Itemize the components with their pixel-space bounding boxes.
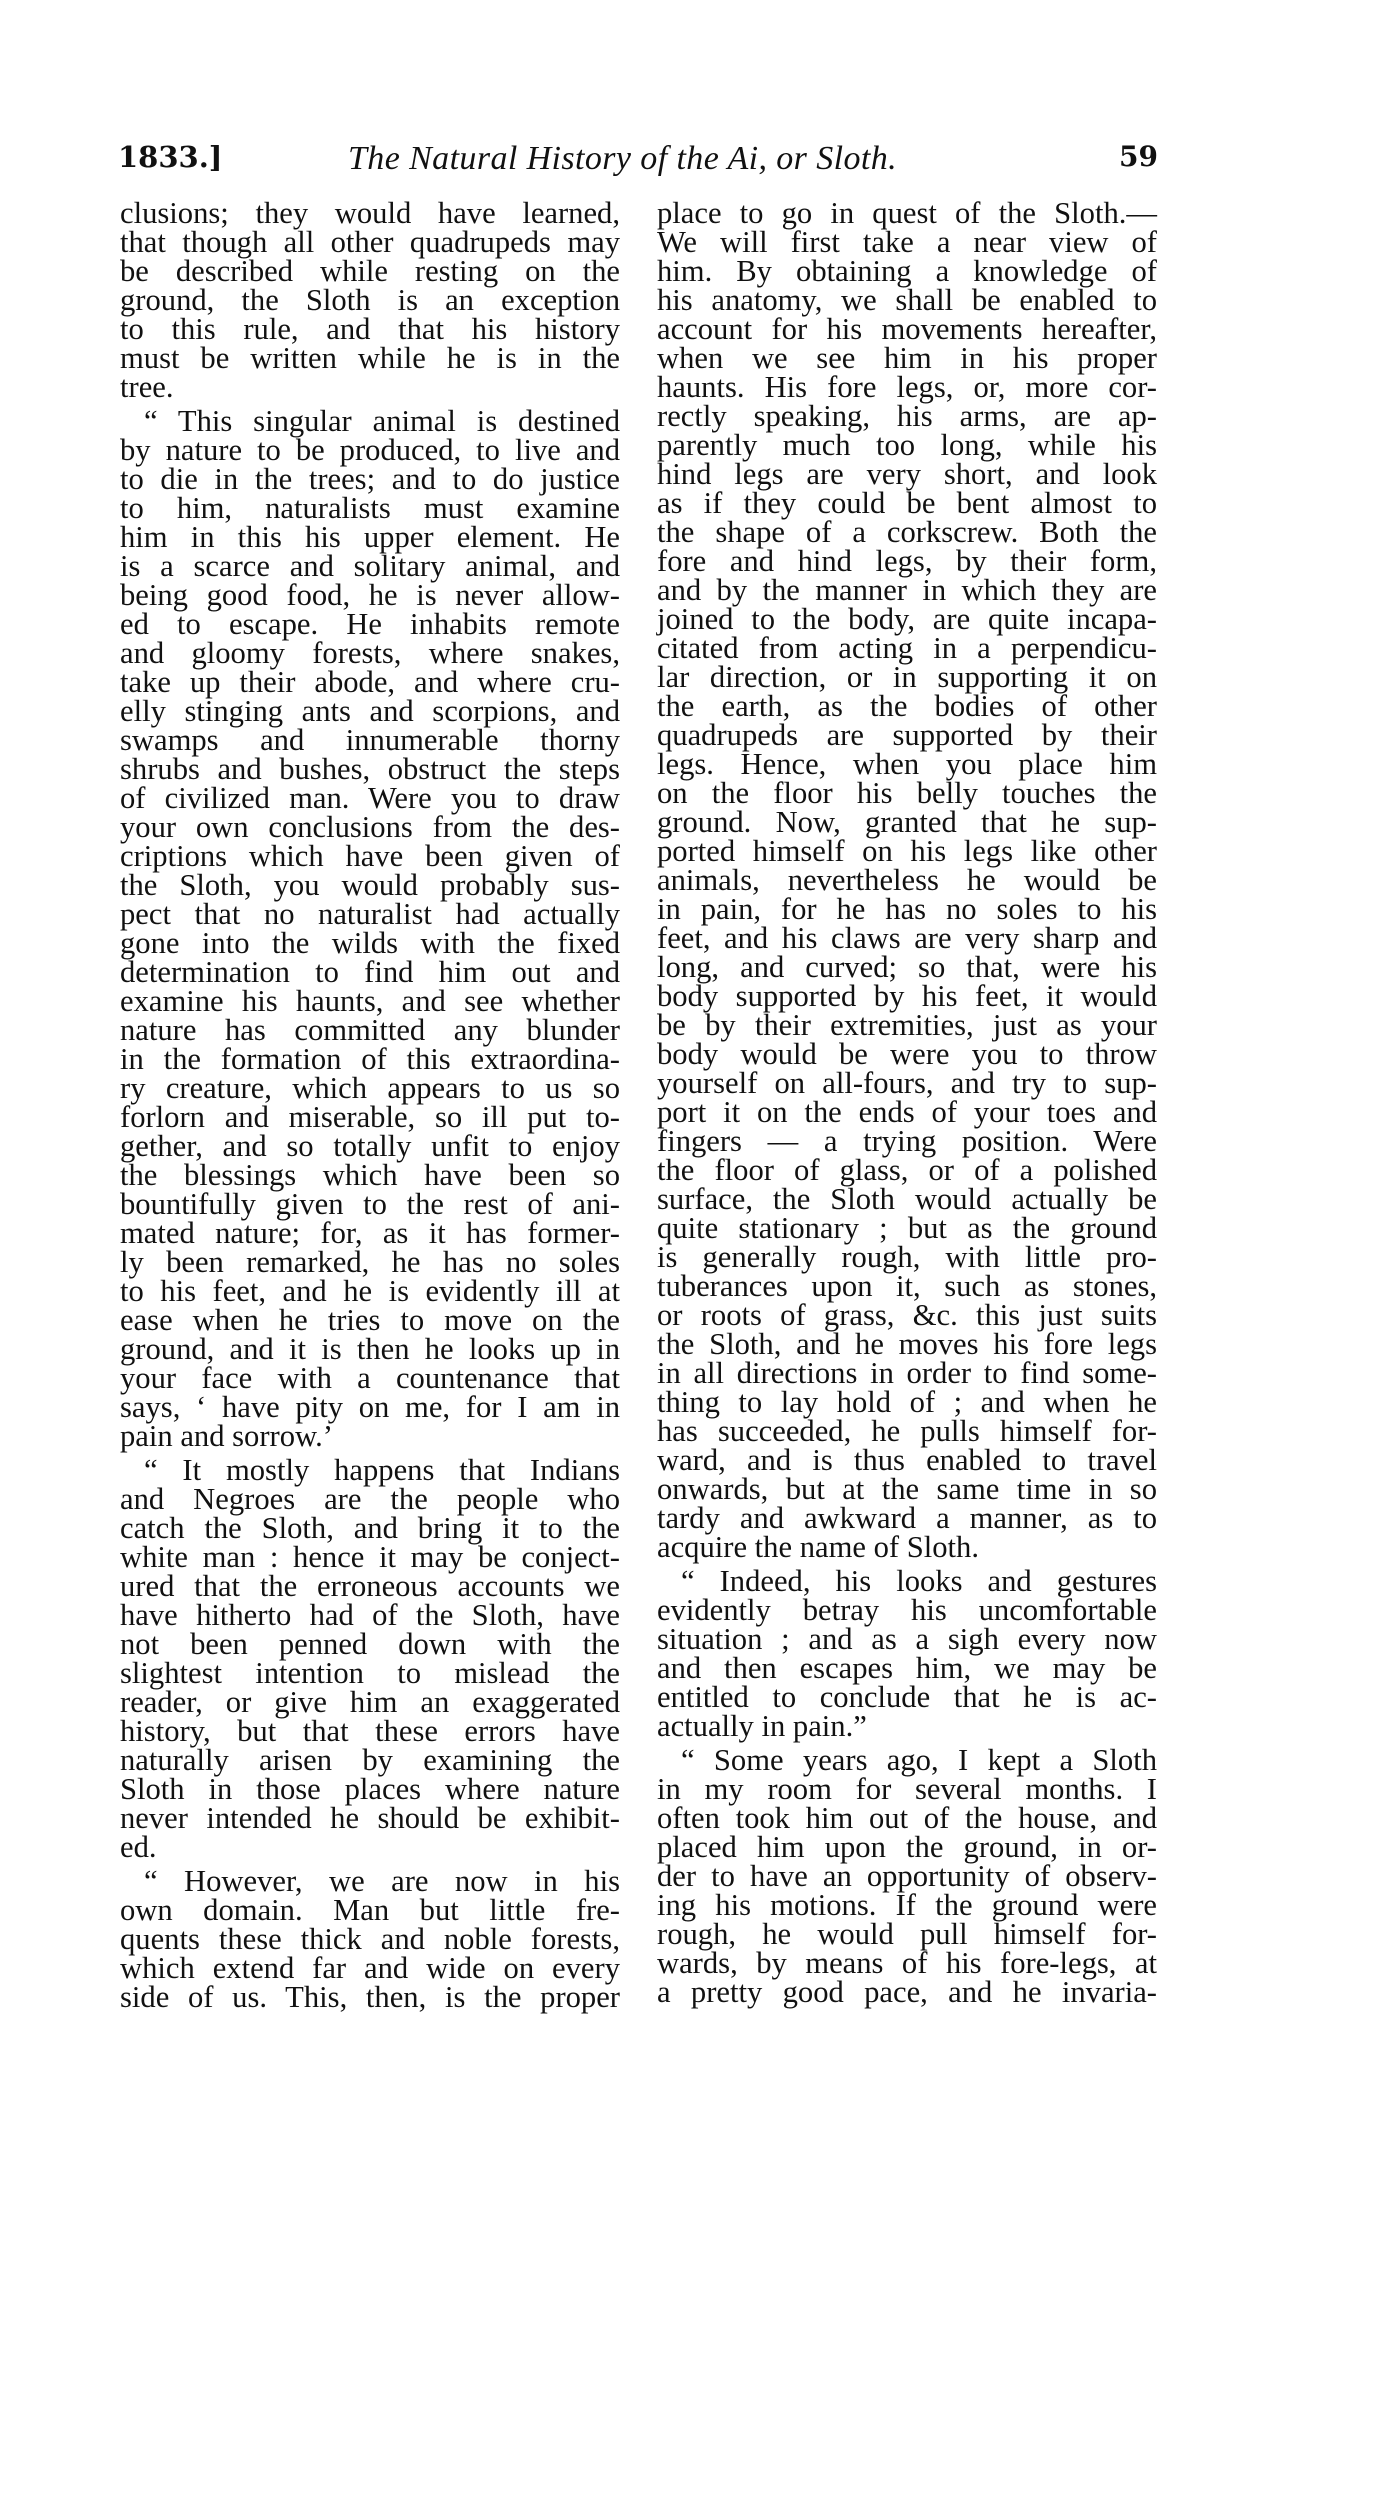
page-number: 59 bbox=[1119, 140, 1158, 173]
text-line: haunts. His fore legs, or, more cor- bbox=[657, 370, 1157, 404]
text-line: ease when he tries to move on the bbox=[120, 1303, 620, 1337]
text-line: animals, nevertheless he would be bbox=[657, 863, 1157, 897]
text-line: in my room for several months. I bbox=[657, 1772, 1157, 1806]
text-line: mated nature; for, as it has former- bbox=[120, 1216, 620, 1250]
text-line: der to have an opportunity of observ- bbox=[657, 1859, 1157, 1893]
text-line: quents these thick and noble forests, bbox=[120, 1922, 620, 1956]
text-line: to his feet, and he is evidently ill at bbox=[120, 1274, 620, 1308]
text-line: shrubs and bushes, obstruct the steps bbox=[120, 752, 620, 786]
text-line: and Negroes are the people who bbox=[120, 1482, 620, 1516]
text-line: criptions which have been given of bbox=[120, 839, 620, 873]
text-line: that though all other quadrupeds may bbox=[120, 225, 620, 259]
text-line: and gloomy forests, where snakes, bbox=[120, 636, 620, 670]
text-line: and then escapes him, we may be bbox=[657, 1651, 1157, 1685]
text-line: catch the Sloth, and bring it to the bbox=[120, 1511, 620, 1545]
left-text-column bbox=[120, 196, 620, 2014]
text-line: have hitherto had of the Sloth, have bbox=[120, 1598, 620, 1632]
text-line: “ This singular animal is destined bbox=[144, 404, 620, 438]
text-line: citated from acting in a perpendicu- bbox=[657, 631, 1157, 665]
header-year: 1833.] bbox=[118, 140, 223, 174]
text-line: naturally arisen by examining the bbox=[120, 1743, 620, 1777]
text-line: says, ‘ have pity on me, for I am in bbox=[120, 1390, 620, 1424]
text-line: history, but that these errors have bbox=[120, 1714, 620, 1748]
text-line: quite stationary ; but as the ground bbox=[657, 1211, 1157, 1245]
text-line: slightest intention to mislead the bbox=[120, 1656, 620, 1690]
text-line: is a scarce and solitary animal, and bbox=[120, 549, 620, 583]
text-line: body would be were you to throw bbox=[657, 1037, 1157, 1071]
text-line: him. By obtaining a knowledge of bbox=[657, 254, 1157, 288]
text-line: must be written while he is in the bbox=[120, 341, 620, 375]
text-line: the shape of a corkscrew. Both the bbox=[657, 515, 1157, 549]
text-line: port it on the ends of your toes and bbox=[657, 1095, 1157, 1129]
text-line: is generally rough, with little pro- bbox=[657, 1240, 1157, 1274]
text-line: pect that no naturalist had actually bbox=[120, 897, 620, 931]
text-line: bountifully given to the rest of ani- bbox=[120, 1187, 620, 1221]
text-line: or roots of grass, &c. this just suits bbox=[657, 1298, 1157, 1332]
text-line: tree. bbox=[120, 370, 174, 404]
text-line: to him, naturalists must examine bbox=[120, 491, 620, 525]
text-line: actually in pain.” bbox=[657, 1709, 867, 1743]
text-line: take up their abode, and where cru- bbox=[120, 665, 620, 699]
text-line: in all directions in order to find some- bbox=[657, 1356, 1157, 1390]
text-line: “ However, we are now in his bbox=[144, 1864, 620, 1898]
text-line: has succeeded, he pulls himself for- bbox=[657, 1414, 1157, 1448]
text-line: forlorn and miserable, so ill put to- bbox=[120, 1100, 620, 1134]
text-line: account for his movements hereafter, bbox=[657, 312, 1157, 346]
text-line: swamps and innumerable thorny bbox=[120, 723, 620, 757]
text-line: placed him upon the ground, in or- bbox=[657, 1830, 1157, 1864]
text-line: and by the manner in which they are bbox=[657, 573, 1157, 607]
text-line: own domain. Man but little fre- bbox=[120, 1893, 620, 1927]
text-line: gether, and so totally unfit to enjoy bbox=[120, 1129, 620, 1163]
text-line: tuberances upon it, such as stones, bbox=[657, 1269, 1157, 1303]
text-line: gone into the wilds with the fixed bbox=[120, 926, 620, 960]
text-line: the blessings which have been so bbox=[120, 1158, 620, 1192]
text-line: a pretty good pace, and he invaria- bbox=[657, 1975, 1157, 2009]
text-line: examine his haunts, and see whether bbox=[120, 984, 620, 1018]
right-text-column bbox=[657, 196, 1157, 2009]
text-line: ed. bbox=[120, 1830, 157, 1864]
running-head bbox=[118, 140, 1158, 184]
text-line: onwards, but at the same time in so bbox=[657, 1472, 1157, 1506]
text-line: ed to escape. He inhabits remote bbox=[120, 607, 620, 641]
text-line: “ It mostly happens that Indians bbox=[144, 1453, 620, 1487]
text-line: reader, or give him an exaggerated bbox=[120, 1685, 620, 1719]
text-line: as if they could be bent almost to bbox=[657, 486, 1157, 520]
text-line: joined to the body, are quite incapa- bbox=[657, 602, 1157, 636]
text-line: being good food, he is never allow- bbox=[120, 578, 620, 612]
text-line: him in this his upper element. He bbox=[120, 520, 620, 554]
text-line: situation ; and as a sigh every now bbox=[657, 1622, 1157, 1656]
text-line: parently much too long, while his bbox=[657, 428, 1157, 462]
text-line: quadrupeds are supported by their bbox=[657, 718, 1157, 752]
text-line: legs. Hence, when you place him bbox=[657, 747, 1157, 781]
text-line: ry creature, which appears to us so bbox=[120, 1071, 620, 1105]
text-line: tardy and awkward a manner, as to bbox=[657, 1501, 1157, 1535]
text-line: ing his motions. If the ground were bbox=[657, 1888, 1157, 1922]
text-line: not been penned down with the bbox=[120, 1627, 620, 1661]
text-line: ported himself on his legs like other bbox=[657, 834, 1157, 868]
text-line: side of us. This, then, is the proper bbox=[120, 1980, 620, 2014]
text-line: rectly speaking, his arms, are ap- bbox=[657, 399, 1157, 433]
text-line: be described while resting on the bbox=[120, 254, 620, 288]
text-line: We will first take a near view of bbox=[657, 225, 1157, 259]
text-line: nature has committed any blunder bbox=[120, 1013, 620, 1047]
text-line: evidently betray his uncomfortable bbox=[657, 1593, 1157, 1627]
text-line: ground, the Sloth is an exception bbox=[120, 283, 620, 317]
text-line: on the floor his belly touches the bbox=[657, 776, 1157, 810]
text-line: body supported by his feet, it would bbox=[657, 979, 1157, 1013]
text-line: to die in the trees; and to do justice bbox=[120, 462, 620, 496]
text-line: ured that the erroneous accounts we bbox=[120, 1569, 620, 1603]
text-line: feet, and his claws are very sharp and bbox=[657, 921, 1157, 955]
text-line: ly been remarked, he has no soles bbox=[120, 1245, 620, 1279]
text-line: thing to lay hold of ; and when he bbox=[657, 1385, 1157, 1419]
text-line: hind legs are very short, and look bbox=[657, 457, 1157, 491]
text-line: which extend far and wide on every bbox=[120, 1951, 620, 1985]
text-line: fore and hind legs, by their form, bbox=[657, 544, 1157, 578]
text-line: acquire the name of Sloth. bbox=[657, 1530, 979, 1564]
text-line: lar direction, or in supporting it on bbox=[657, 660, 1157, 694]
text-line: white man : hence it may be conject- bbox=[120, 1540, 620, 1574]
text-line: your face with a countenance that bbox=[120, 1361, 620, 1395]
text-line: pain and sorrow.’ bbox=[120, 1419, 333, 1453]
text-line: Sloth in those places where nature bbox=[120, 1772, 620, 1806]
text-line: yourself on all-fours, and try to sup- bbox=[657, 1066, 1157, 1100]
text-line: entitled to conclude that he is ac- bbox=[657, 1680, 1157, 1714]
text-line: in pain, for he has no soles to his bbox=[657, 892, 1157, 926]
text-line: the floor of glass, or of a polished bbox=[657, 1153, 1157, 1187]
text-line: ward, and is thus enabled to travel bbox=[657, 1443, 1157, 1477]
text-line: wards, by means of his fore-legs, at bbox=[657, 1946, 1157, 1980]
text-line: the earth, as the bodies of other bbox=[657, 689, 1157, 723]
text-line: ground, and it is then he looks up in bbox=[120, 1332, 620, 1366]
text-line: of civilized man. Were you to draw bbox=[120, 781, 620, 815]
text-line: place to go in quest of the Sloth.— bbox=[657, 196, 1157, 230]
text-line: your own conclusions from the des- bbox=[120, 810, 620, 844]
text-line: never intended he should be exhibit- bbox=[120, 1801, 620, 1835]
text-line: the Sloth, and he moves his fore legs bbox=[657, 1327, 1157, 1361]
text-line: in the formation of this extraordina- bbox=[120, 1042, 620, 1076]
text-line: be by their extremities, just as your bbox=[657, 1008, 1157, 1042]
text-line: long, and curved; so that, were his bbox=[657, 950, 1157, 984]
text-line: surface, the Sloth would actually be bbox=[657, 1182, 1157, 1216]
text-line: by nature to be produced, to live and bbox=[120, 433, 620, 467]
text-line: clusions; they would have learned, bbox=[120, 196, 620, 230]
text-line: rough, he would pull himself for- bbox=[657, 1917, 1157, 1951]
text-line: elly stinging ants and scorpions, and bbox=[120, 694, 620, 728]
text-line: fingers — a trying position. Were bbox=[657, 1124, 1157, 1158]
header-title: The Natural History of the Ai, or Sloth. bbox=[348, 140, 898, 177]
text-line: “ Some years ago, I kept a Sloth bbox=[681, 1743, 1157, 1777]
text-line: “ Indeed, his looks and gestures bbox=[681, 1564, 1157, 1598]
text-line: the Sloth, you would probably sus- bbox=[120, 868, 620, 902]
text-line: ground. Now, granted that he sup- bbox=[657, 805, 1157, 839]
text-line: often took him out of the house, and bbox=[657, 1801, 1157, 1835]
text-line: his anatomy, we shall be enabled to bbox=[657, 283, 1157, 317]
text-line: to this rule, and that his history bbox=[120, 312, 620, 346]
text-line: determination to find him out and bbox=[120, 955, 620, 989]
text-line: when we see him in his proper bbox=[657, 341, 1157, 375]
